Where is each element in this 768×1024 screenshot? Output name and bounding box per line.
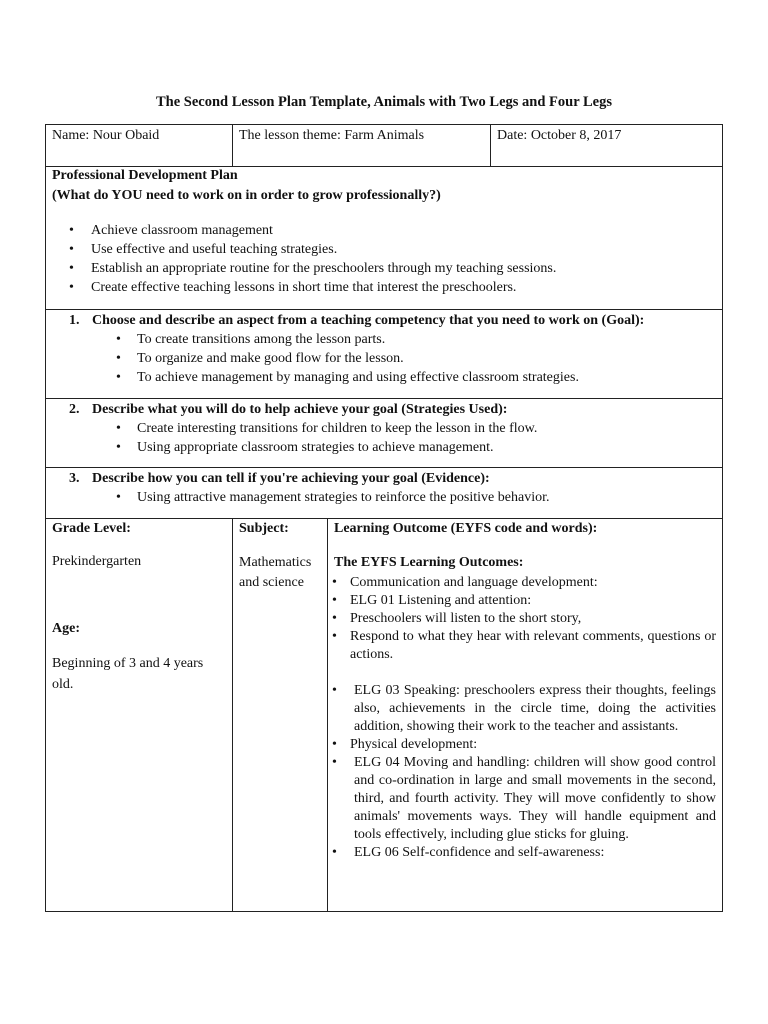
list-item: • Physical development: bbox=[328, 736, 716, 754]
goal-number: 1. bbox=[69, 313, 80, 328]
evidence-list bbox=[46, 488, 722, 507]
page-title: The Second Lesson Plan Template, Animals with Two Legs and Four Legs bbox=[155, 94, 613, 110]
evidence-heading: Describe how you can tell if you're achieving your goal (Evidence): bbox=[92, 471, 490, 486]
goal-heading: Choose and describe an aspect from a teaching competency that you need to work on (Goal): bbox=[92, 313, 645, 328]
list-item: • To create transitions among the lesson parts. bbox=[46, 330, 722, 349]
pd-list bbox=[46, 221, 722, 297]
pd-heading: Professional Development Plan bbox=[52, 168, 238, 183]
age-value: Beginning of 3 and 4 years old. bbox=[52, 656, 204, 692]
grade-cell bbox=[46, 519, 233, 912]
strategies-number: 2. bbox=[69, 402, 80, 417]
list-item: • Achieve classroom management bbox=[46, 221, 722, 240]
strategies-heading: Describe what you will do to help achieve your goal (Strategies Used): bbox=[92, 402, 508, 417]
teacher-name: Name: Nour Obaid bbox=[52, 128, 160, 143]
lesson-theme: The lesson theme: Farm Animals bbox=[239, 128, 425, 143]
age-label: Age: bbox=[52, 621, 80, 636]
list-item: • ELG 03 Speaking: preschoolers express their thoughts, feelings also, achievements in the circle time, doing the activities addition, showing their work to the teacher and assistants. bbox=[328, 682, 716, 736]
pd-question: (What do YOU need to work on in order to grow professionally?) bbox=[52, 188, 441, 203]
list-item: • Communication and language development: bbox=[328, 574, 716, 592]
grade-value: Prekindergarten bbox=[52, 554, 142, 569]
evidence-section bbox=[46, 468, 723, 519]
list-item: • Using attractive management strategies to reinforce the positive behavior. bbox=[46, 488, 722, 507]
outcome-subheading: The EYFS Learning Outcomes: bbox=[334, 555, 524, 570]
list-item: • ELG 01 Listening and attention: bbox=[328, 592, 716, 610]
strategies-section bbox=[46, 399, 723, 468]
list-item: • Respond to what they hear with relevant comments, questions or actions. bbox=[328, 628, 716, 664]
outcome-cell bbox=[328, 519, 723, 912]
list-item: • Establish an appropriate routine for the preschoolers through my teaching sessions. bbox=[46, 259, 722, 278]
outcome-list bbox=[328, 574, 722, 862]
grade-label: Grade Level: bbox=[52, 521, 131, 536]
name-cell bbox=[46, 125, 233, 167]
strategies-list bbox=[46, 419, 722, 457]
list-item: • ELG 04 Moving and handling: children will show good control and co-ordination in large and small movements in the second, third, and fourth activity. They will move confidently to show animals' movements ways. They will handle equipment and tools effectively, including glue sticks for gluing. bbox=[328, 754, 716, 844]
list-item: • Create interesting transitions for children to keep the lesson in the flow. bbox=[46, 419, 722, 438]
list-item: • To organize and make good flow for the lesson. bbox=[46, 349, 722, 368]
lesson-plan-table bbox=[45, 124, 723, 912]
subject-value: Mathematics and science bbox=[239, 555, 312, 590]
evidence-number: 3. bbox=[69, 471, 80, 486]
date-cell bbox=[491, 125, 723, 167]
goal-section bbox=[46, 310, 723, 399]
list-item: • Use effective and useful teaching strategies. bbox=[46, 240, 722, 259]
list-item: • Using appropriate classroom strategies to achieve management. bbox=[46, 438, 722, 457]
list-item: • Create effective teaching lessons in short time that interest the preschoolers. bbox=[46, 278, 722, 297]
goal-list bbox=[46, 330, 722, 387]
list-item: • Preschoolers will listen to the short story, bbox=[328, 610, 716, 628]
pd-plan-section bbox=[46, 167, 723, 310]
subject-cell bbox=[233, 519, 328, 912]
theme-cell bbox=[233, 125, 491, 167]
list-item: • To achieve management by managing and using effective classroom strategies. bbox=[46, 368, 722, 387]
outcome-label: Learning Outcome (EYFS code and words): bbox=[334, 521, 598, 536]
lesson-date: Date: October 8, 2017 bbox=[497, 128, 622, 143]
list-item: • ELG 06 Self-confidence and self-awareness: bbox=[328, 844, 716, 862]
subject-label: Subject: bbox=[239, 521, 289, 536]
